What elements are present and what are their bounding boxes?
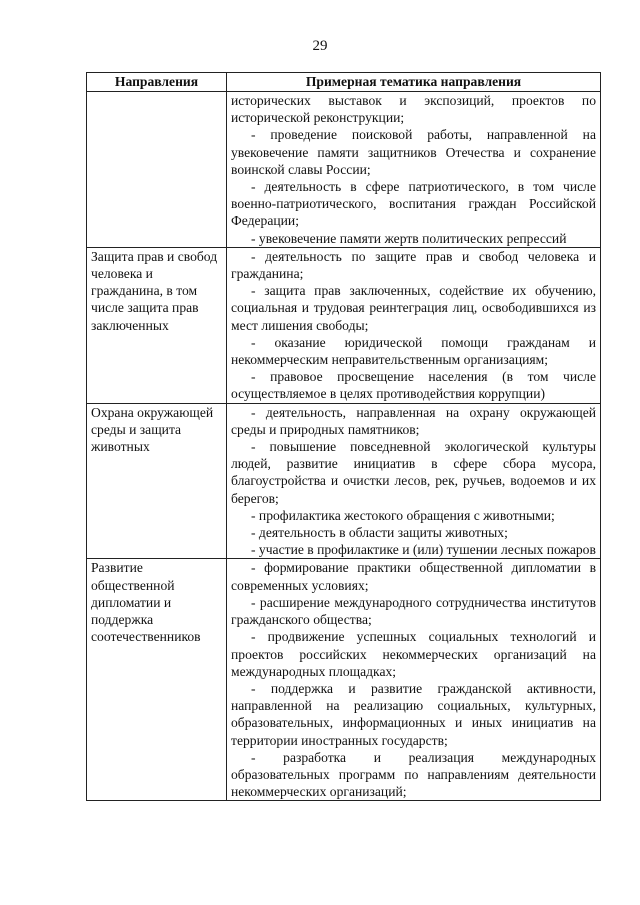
- direction-cell: Охрана окружающей среды и защита животных: [87, 403, 227, 559]
- topic-item: - увековечение памяти жертв политических репрессий: [251, 230, 567, 246]
- topic-item: - правовое просвещение населения (в том числе осуществляемое в целях противодействия коррупции): [231, 369, 596, 402]
- topic-item: - защита прав заключенных, содействие их обучению, социальная и трудовая реинтеграция лиц, освободившихся из мест лишения свободы;: [231, 283, 596, 333]
- direction-cell: [87, 92, 227, 248]
- topics-cell: [227, 403, 601, 559]
- header-directions: Направления: [87, 73, 227, 92]
- table-header-row: [87, 73, 601, 92]
- topics-cell: [227, 92, 601, 248]
- table-row: [87, 247, 601, 403]
- topics-table: [86, 72, 601, 801]
- topic-item: - профилактика жестокого обращения с животными;: [251, 507, 555, 523]
- direction-cell: Защита прав и свобод человека и гражданина, в том числе защита прав заключенных: [87, 247, 227, 403]
- topic-item: - повышение повседневной экологической культуры людей, развитие инициатив в сфере сбора мусора, благоустройства и очистки лесов, рек, ручьев, водоемов и их берегов;: [231, 439, 596, 506]
- topic-item: исторических выставок и экспозиций, проектов по исторической реконструкции;: [231, 93, 596, 126]
- topics-cell: [227, 559, 601, 801]
- topic-item: - деятельность в области защиты животных;: [251, 525, 508, 541]
- header-topics: Примерная тематика направления: [227, 73, 601, 92]
- topic-item: - расширение международного сотрудничества институтов гражданского общества;: [231, 594, 596, 628]
- table-row: [87, 403, 601, 559]
- topic-item: - разработка и реализация международных образовательных программ по направлениям деятельности некоммерческих организаций;: [231, 749, 596, 800]
- topic-item: - деятельность по защите прав и свобод человека и гражданина;: [231, 248, 596, 282]
- table-row: [87, 92, 601, 248]
- topic-item: - проведение поисковой работы, направленной на увековечение памяти защитников Отечества и сохранение воинской славы России;: [231, 127, 596, 177]
- topic-item: - формирование практики общественной дипломатии в современных условиях;: [231, 560, 596, 593]
- direction-cell: Развитие общественной дипломатии и поддержка соотечественников: [87, 559, 227, 801]
- topic-item: - деятельность в сфере патриотического, в том числе военно-патриотического, воспитания граждан Российской Федерации;: [231, 179, 596, 229]
- page-number: 29: [312, 38, 328, 54]
- topic-item: - участие в профилактике и (или) тушении лесных пожаров: [251, 542, 596, 558]
- topic-item: - продвижение успешных социальных технологий и проектов российских некоммерческих организаций на международных площадках;: [231, 629, 596, 679]
- table-row: [87, 559, 601, 801]
- topic-item: - поддержка и развитие гражданской активности, направленной на реализацию социальных, культурных, образовательных, информационных и иных инициатив на территории иностранных государств;: [231, 680, 596, 748]
- topics-cell: [227, 247, 601, 403]
- topic-item: - оказание юридической помощи гражданам и некоммерческим неправительственным организациям;: [231, 334, 596, 368]
- topic-item: - деятельность, направленная на охрану окружающей среды и природных памятников;: [231, 404, 596, 437]
